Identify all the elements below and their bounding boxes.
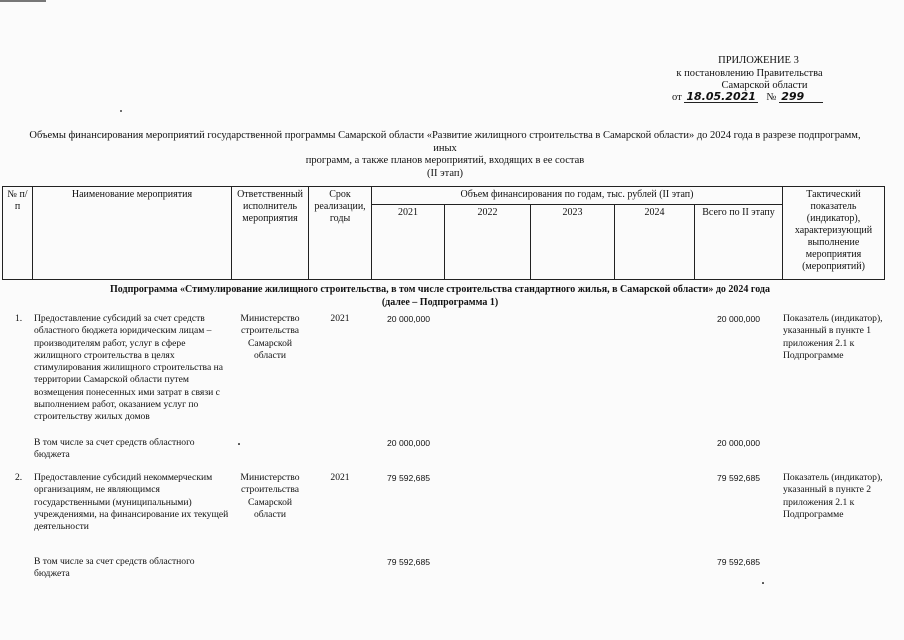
header-executor: Ответственный исполнитель мероприятия (232, 187, 309, 280)
handwritten-number: 299 (779, 92, 823, 103)
row1-executor: Министерство строительства Самарской области (240, 313, 300, 361)
number-prefix: № (766, 92, 777, 103)
appendix-date-line (672, 92, 823, 103)
appendix-decree: к постановлению Правительства (676, 67, 823, 79)
title-line-1: Объемы финансирования мероприятий государственной программы Самарской области «Развитие жилищного строительства в Самарской области» до 2024 года в разрезе подпрограмм, иных (29, 130, 861, 154)
header-2024: 2024 (615, 205, 695, 280)
row1-period: 2021 (330, 313, 350, 324)
scan-dot (762, 582, 764, 584)
row2-no: 2. (15, 472, 23, 483)
row1-name: Предоставление субсидий за счет средств областного бюджета юридическим лицам – производителям работ, услуг в сфере жилищного строительства в целях стимулирования жилищного строительства на территории Самарской области путем возмещения понесенных ими затрат в связи с выполнением работ, оказанием услуг по строительству жилых домов (34, 313, 223, 423)
header-2022: 2022 (445, 205, 531, 280)
subprogram-title: Подпрограмма «Стимулирование жилищного строительства, в том числе строительства стандартного жилья, в Самарской области» до 2024 года (110, 284, 770, 295)
document-title (20, 130, 870, 180)
row2-name: Предоставление субсидий некоммерческим организациям, не являющимся государственными (муниципальными) учреждениями, на финансирование их текущей деятельности (34, 472, 229, 533)
row2-period: 2021 (330, 472, 350, 483)
row1-total: 20 000,000 (717, 314, 761, 324)
date-prefix: от (672, 92, 682, 103)
financing-table-header (2, 186, 885, 280)
row1-sub-total: 20 000,000 (717, 438, 761, 448)
header-2023: 2023 (531, 205, 615, 280)
header-no: № п/п (3, 187, 33, 280)
header-indicator: Тактический показатель (индикатор), характеризующий выполнение мероприятия (мероприятий) (783, 187, 885, 280)
subprogram-subtitle: (далее – Подпрограмма 1) (381, 296, 499, 308)
row2-sub-label: В том числе за счет средств областного бюджета (34, 556, 195, 580)
subprogram-heading (100, 284, 780, 309)
appendix-title: ПРИЛОЖЕНИЕ 3 (718, 55, 799, 66)
header-2021: 2021 (372, 205, 445, 280)
row2-sub-total: 79 592,685 (717, 557, 761, 567)
row1-sub-2021: 20 000,000 (387, 438, 431, 448)
header-total: Всего по II этапу (695, 205, 783, 280)
row2-2021: 79 592,685 (387, 473, 431, 483)
row1-indicator: Показатель (индикатор), указанный в пункте 1 приложения 2.1 к Подпрограмме (783, 313, 883, 361)
row2-indicator: Показатель (индикатор), указанный в пункте 2 приложения 2.1 к Подпрограмме (783, 472, 883, 520)
header-name: Наименование мероприятия (33, 187, 232, 280)
row2-sub-2021: 79 592,685 (387, 557, 431, 567)
row1-2021: 20 000,000 (387, 314, 431, 324)
appendix-region: Самарской области (721, 80, 808, 91)
header-period: Срок реализации, годы (309, 187, 372, 280)
appendix-header (672, 55, 827, 93)
scan-dot (238, 443, 240, 445)
row2-total: 79 592,685 (717, 473, 761, 483)
scan-dot (120, 110, 122, 112)
row1-no: 1. (15, 313, 23, 324)
title-line-2: программ, а также планов мероприятий, входящих в ее состав (305, 155, 585, 166)
row1-sub-label: В том числе за счет средств областного бюджета (34, 437, 195, 461)
handwritten-date: 18.05.2021 (686, 90, 756, 103)
row2-executor: Министерство строительства Самарской области (240, 472, 300, 520)
title-line-3: (II этап) (427, 167, 463, 179)
header-financing: Объем финансирования по годам, тыс. рублей (II этап) (372, 187, 783, 205)
scan-edge-mark (0, 0, 46, 2)
